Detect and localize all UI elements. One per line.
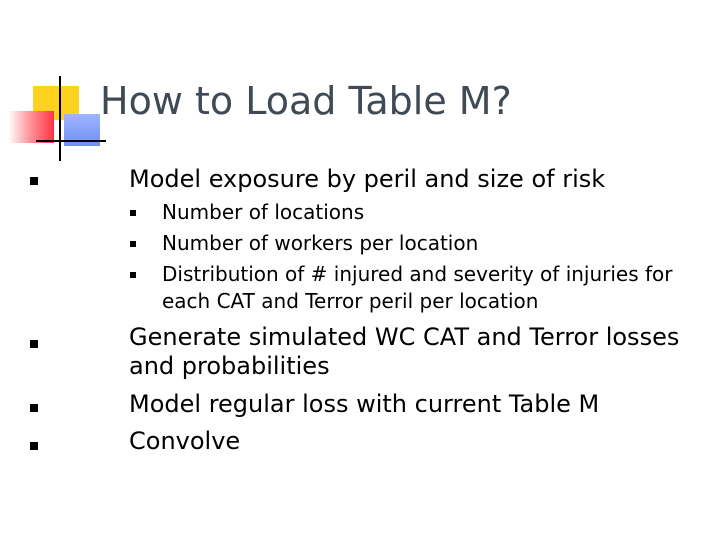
sub-bullet-text: Number of locations bbox=[162, 200, 365, 224]
slide-title: How to Load Table M? bbox=[100, 79, 512, 123]
sub-bullet-text: Distribution of # injured and severity of injuries for bbox=[162, 262, 673, 286]
sub-bullet-text-continued: each CAT and Terror peril per location bbox=[162, 289, 539, 313]
square-bullet-icon bbox=[130, 210, 136, 216]
logo-red-square bbox=[8, 111, 54, 143]
sub-bullet-text: Number of workers per location bbox=[162, 231, 479, 255]
square-bullet-icon bbox=[30, 340, 38, 348]
logo-vertical-line bbox=[59, 76, 61, 161]
logo-horizontal-line bbox=[36, 140, 106, 142]
square-bullet-icon bbox=[30, 442, 38, 450]
bullet-text: Model exposure by peril and size of risk bbox=[129, 165, 606, 193]
bullet-text-continued: and probabilities bbox=[129, 352, 330, 380]
square-bullet-icon bbox=[130, 272, 136, 278]
bullet-text: Model regular loss with current Table M bbox=[129, 390, 600, 418]
bullet-text: Convolve bbox=[129, 427, 241, 455]
square-bullet-icon bbox=[30, 177, 38, 185]
square-bullet-icon bbox=[130, 241, 136, 247]
square-bullet-icon bbox=[30, 404, 38, 412]
bullet-text: Generate simulated WC CAT and Terror losses bbox=[129, 323, 680, 351]
